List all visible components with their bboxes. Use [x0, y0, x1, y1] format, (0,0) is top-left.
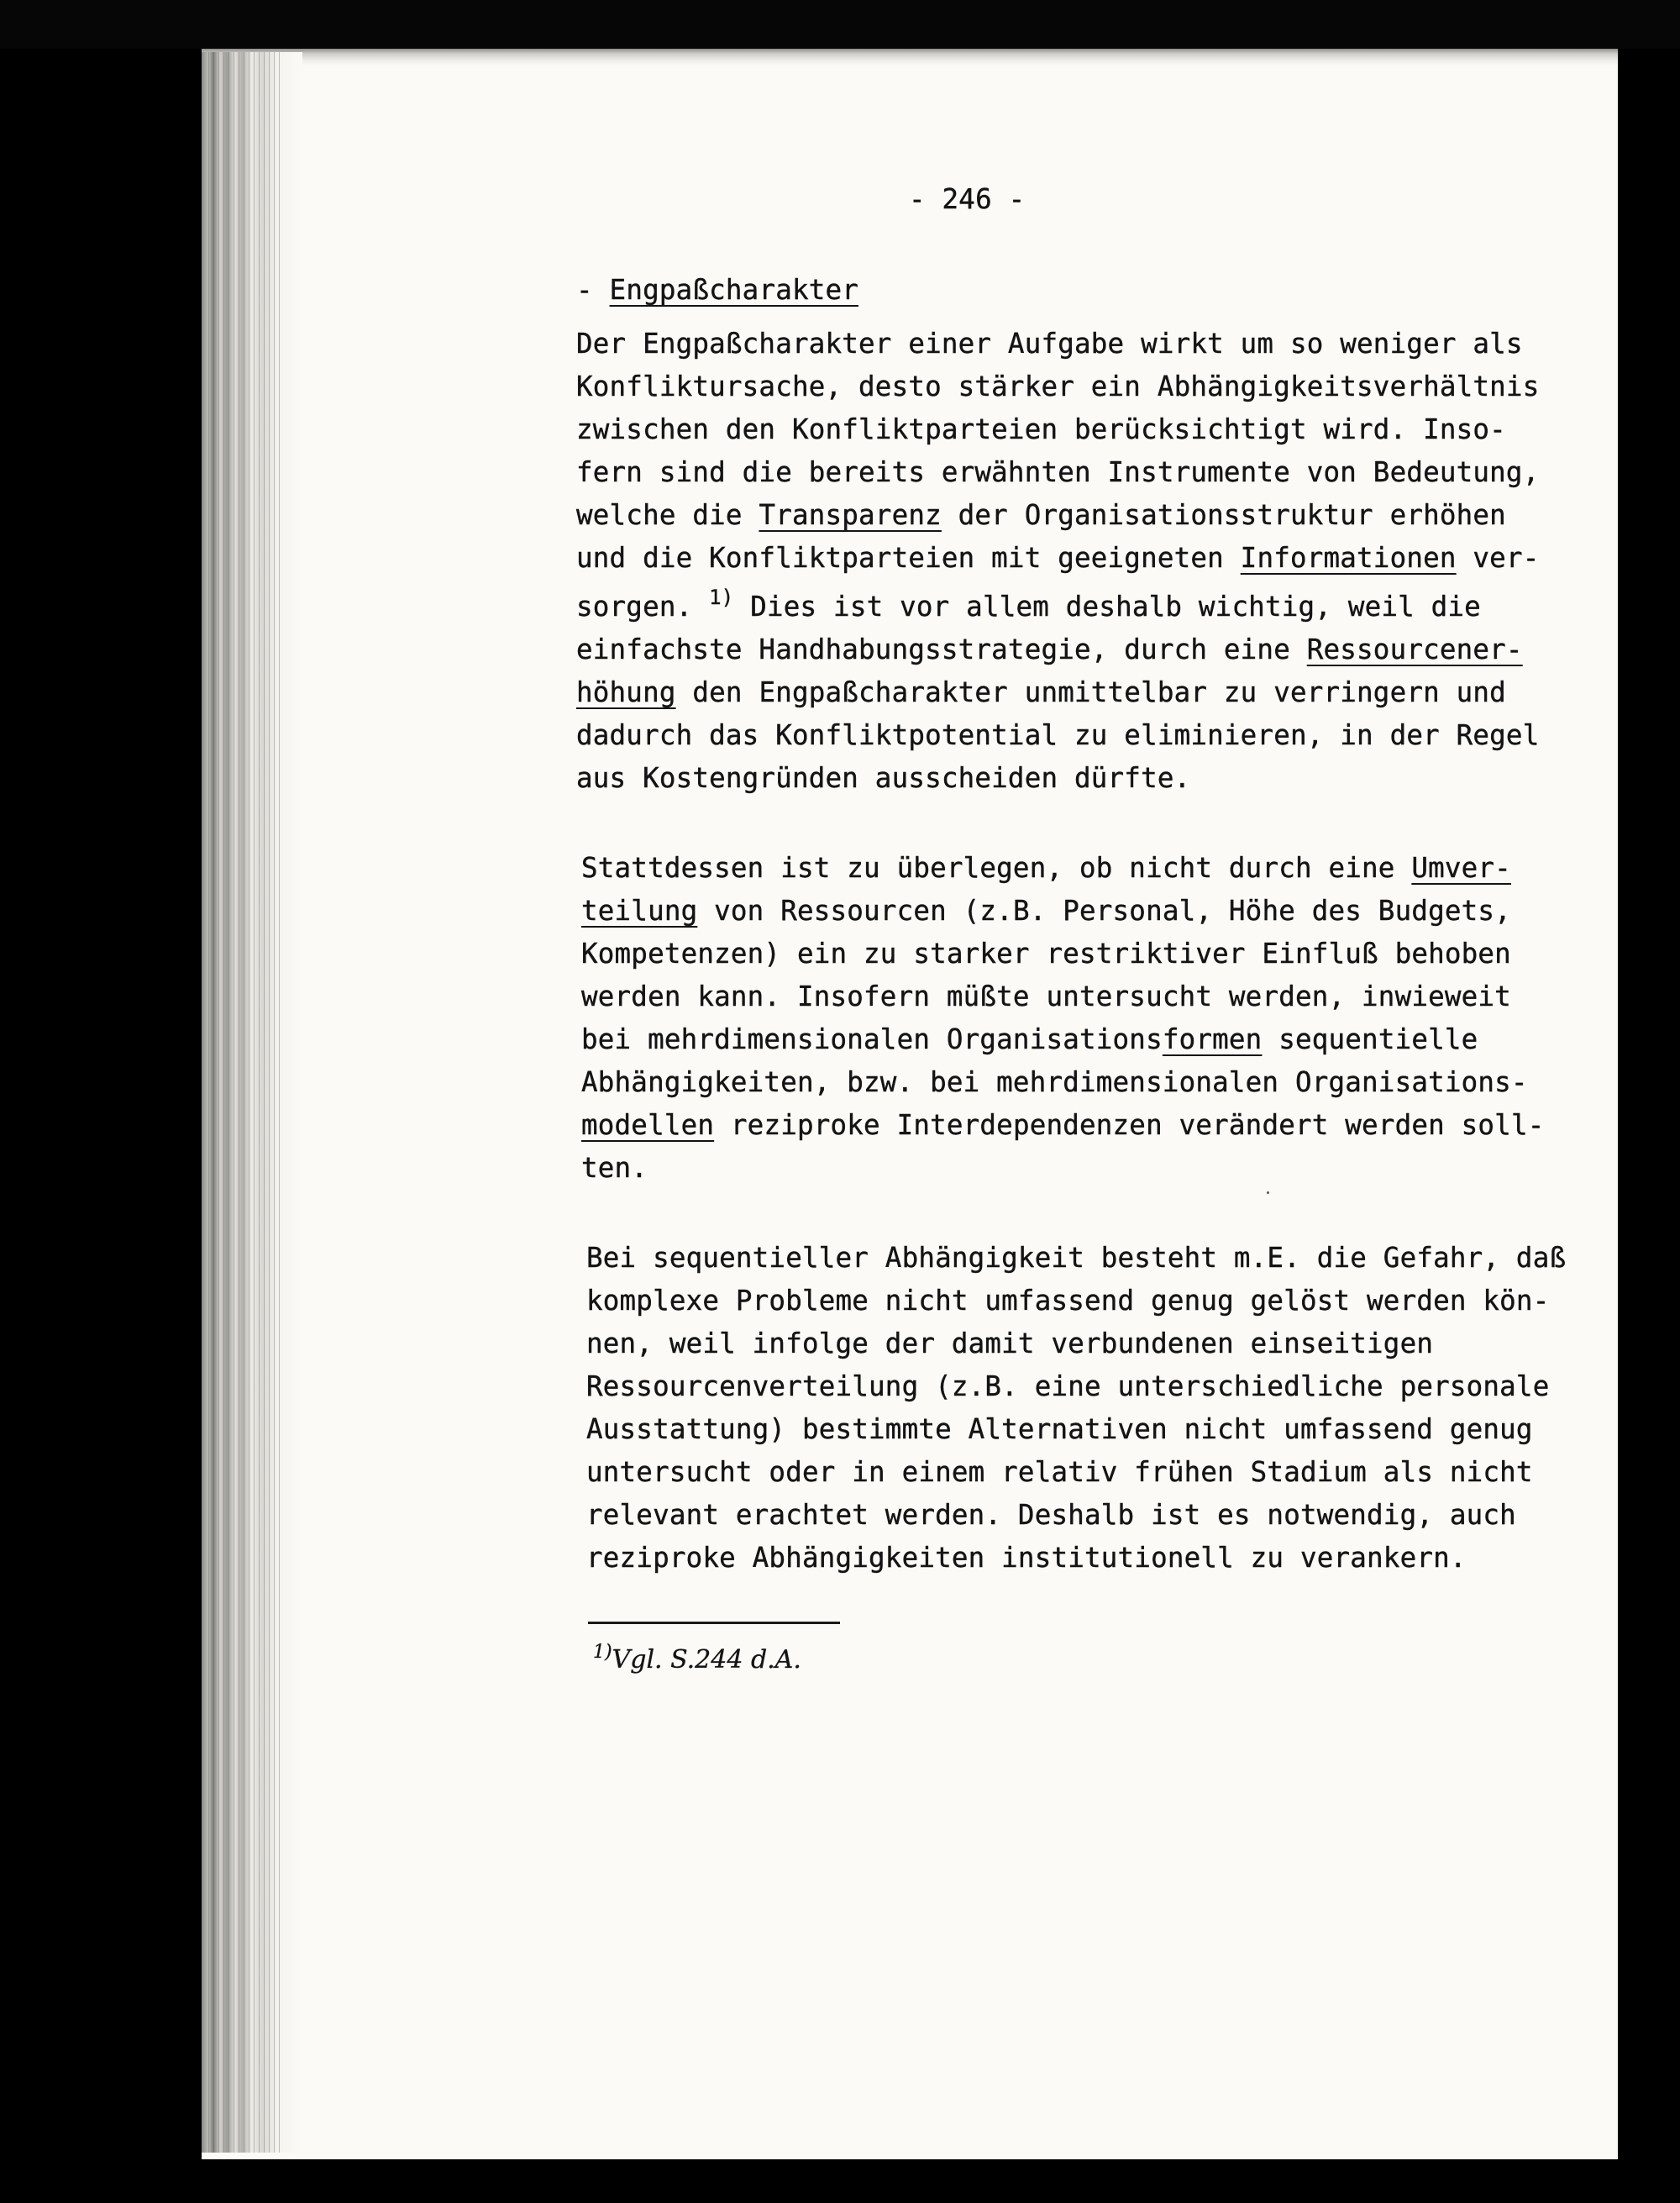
- text-line: [581, 1109, 1544, 1141]
- text-line: Kompetenzen) ein zu starker restriktiver Einfluß behoben: [581, 938, 1511, 970]
- footnote-separator: [588, 1622, 840, 1624]
- text-run: Stattdessen ist zu überlegen, ob nicht durch eine: [581, 852, 1412, 884]
- section-heading: [576, 274, 858, 306]
- text-run: ver-: [1456, 542, 1540, 574]
- page-edge-lines: [208, 52, 284, 2153]
- underlined-term: Informationen: [1240, 542, 1457, 574]
- text-line: zwischen den Konfliktparteien berücksichtigt wird. Inso-: [576, 413, 1506, 445]
- text-line: werden kann. Insofern müßte untersucht werden, inwieweit: [581, 981, 1511, 1012]
- page-top-edge: [202, 49, 1618, 66]
- underlined-term: Umver-: [1411, 852, 1511, 884]
- text-line: untersucht oder in einem relativ frühen Stadium als nicht: [586, 1456, 1533, 1488]
- text-run: sorgen.: [576, 591, 710, 623]
- scan-speck: [1267, 1191, 1269, 1194]
- text-line: fern sind die bereits erwähnten Instrumente von Bedeutung,: [576, 456, 1540, 488]
- text-line: Ausstattung) bestimmte Alternativen nicht umfassend genug: [586, 1413, 1533, 1445]
- text-run: einfachste Handhabungsstrategie, durch eine: [576, 634, 1307, 665]
- text-line: aus Kostengründen ausscheiden dürfte.: [576, 762, 1191, 794]
- underlined-term: teilung: [581, 895, 698, 927]
- text-line: [581, 852, 1511, 884]
- text-run: den Engpaßcharakter unmittelbar zu verringern und: [675, 676, 1506, 708]
- text-line: [576, 676, 1506, 708]
- text-run: der Organisationsstruktur erhöhen: [941, 499, 1506, 531]
- text-line: [576, 634, 1523, 665]
- text-run: Dies ist vor allem deshalb wichtig, weil die: [733, 591, 1481, 623]
- text-line: Der Engpaßcharakter einer Aufgabe wirkt um so weniger als: [576, 328, 1523, 360]
- scan-border-top: [0, 0, 1680, 49]
- text-line: ten.: [581, 1152, 648, 1184]
- text-run: sequentielle: [1262, 1023, 1478, 1055]
- text-run: bei mehrdimensionalen Organisations: [581, 1023, 1163, 1055]
- text-line: nen, weil infolge der damit verbundenen einseitigen: [586, 1328, 1434, 1359]
- heading-title: Engpaßcharakter: [609, 274, 859, 306]
- text-line: relevant erachtet werden. Deshalb ist es notwendig, auch: [586, 1499, 1516, 1531]
- text-line: Abhängigkeiten, bzw. bei mehrdimensionalen Organisations-: [581, 1066, 1528, 1098]
- underlined-term: Ressourcener-: [1306, 634, 1523, 665]
- underlined-term: Transparenz: [759, 499, 942, 531]
- underlined-term: formen: [1162, 1023, 1263, 1055]
- text-run: und die Konfliktparteien mit geeigneten: [576, 542, 1241, 574]
- underlined-term: höhung: [576, 676, 676, 708]
- underlined-term: modellen: [581, 1109, 715, 1141]
- text-line: reziproke Abhängigkeiten institutionell zu verankern.: [586, 1542, 1467, 1574]
- text-run: von Ressourcen (z.B. Personal, Höhe des Budgets,: [697, 895, 1511, 927]
- page-number: - 246 -: [909, 183, 1026, 215]
- footnote-reference: 1): [709, 586, 734, 609]
- text-line: dadurch das Konfliktpotential zu eliminieren, in der Regel: [576, 719, 1540, 751]
- text-line: [576, 542, 1539, 574]
- footnote: [593, 1642, 801, 1675]
- text-line: [581, 895, 1511, 927]
- text-line: [576, 499, 1506, 531]
- text-line: [581, 1023, 1478, 1055]
- book-page: [202, 49, 1618, 2159]
- text-line: [576, 586, 1481, 623]
- text-line: Konfliktursache, desto stärker ein Abhängigkeitsverhältnis: [576, 371, 1540, 402]
- text-line: Ressourcenverteilung (z.B. eine unterschiedliche personale: [586, 1370, 1550, 1402]
- text-line: komplexe Probleme nicht umfassend genug gelöst werden kön-: [586, 1285, 1550, 1317]
- footnote-marker: 1): [593, 1642, 612, 1663]
- footnote-text: Vgl. S.244 d.A.: [612, 1645, 801, 1675]
- text-run: welche die: [576, 499, 759, 531]
- heading-dash: -: [576, 274, 610, 306]
- text-run: reziproke Interdependenzen verändert werden soll-: [714, 1109, 1545, 1141]
- text-line: Bei sequentieller Abhängigkeit besteht m.E. die Gefahr, daß: [586, 1242, 1567, 1274]
